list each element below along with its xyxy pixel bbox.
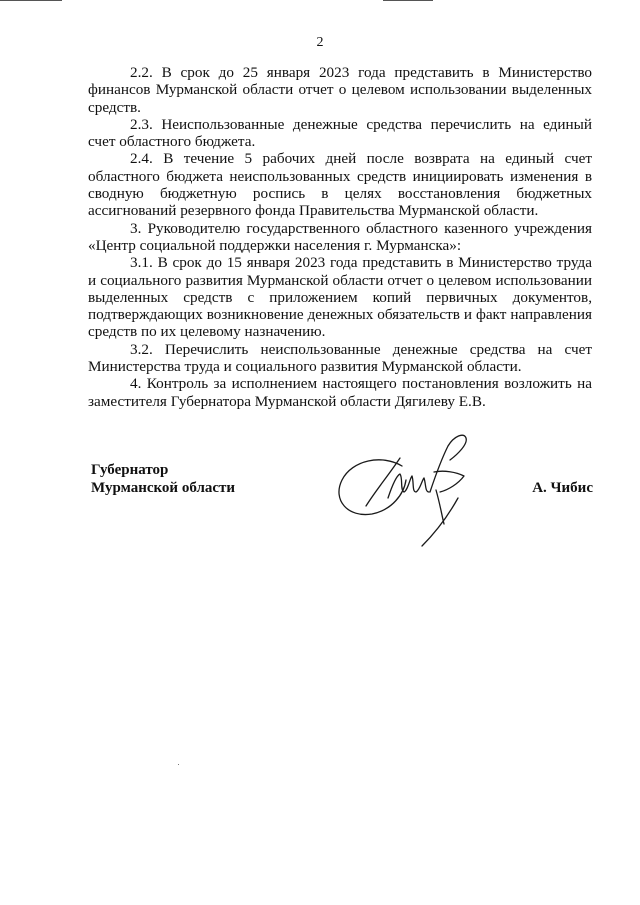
- paragraph-4: 4. Контроль за исполнением настоящего постановления возложить на заместителя Губернатора Мурманской области Дягилеву Е.В.: [88, 375, 592, 410]
- paragraph-2-4: 2.4. В течение 5 рабочих дней после возврата на единый счет областного бюджета неиспользованных средств инициировать изменения в сводную бюджетную роспись в целях восстановления бюджетных ассигнований резервного фонда Правительства Мурманской области.: [88, 150, 592, 220]
- signer-title: Губернатор: [91, 462, 169, 478]
- paragraph-2-2: 2.2. В срок до 25 января 2023 года представить в Министерство финансов Мурманской области отчет о целевом использовании выделенных средств.: [88, 64, 592, 116]
- paragraph-2-3: 2.3. Неиспользованные денежные средства перечислить на единый счет областного бюджета.: [88, 115, 592, 151]
- document-body: [88, 64, 592, 410]
- paragraph-3: 3. Руководителю государственного областного казенного учреждения «Центр социальной поддержки населения г. Мурманска»:: [88, 219, 592, 254]
- paragraph-3-2: 3.2. Перечислить неиспользованные денежные средства на счет Министерства труда и социального развития Мурманской области.: [88, 340, 592, 376]
- signer-region: Мурманской области: [91, 479, 236, 496]
- paragraph-3-1: 3.1. В срок до 15 января 2023 года представить в Министерство труда и социального развития Мурманской области отчет о целевом использовании выделенных средств с приложением копий первичных документов, подтверждающих возникновение денежных обязательств и факт направления средств по их целевому назначению.: [88, 254, 592, 341]
- top-edge-line-right: [383, 0, 433, 1]
- handwritten-signature: [330, 428, 490, 553]
- top-edge-line-left: [0, 0, 62, 1]
- page-number: 2: [316, 35, 324, 50]
- scan-speck: [178, 764, 179, 765]
- signer-name: А. Чибис: [532, 479, 593, 496]
